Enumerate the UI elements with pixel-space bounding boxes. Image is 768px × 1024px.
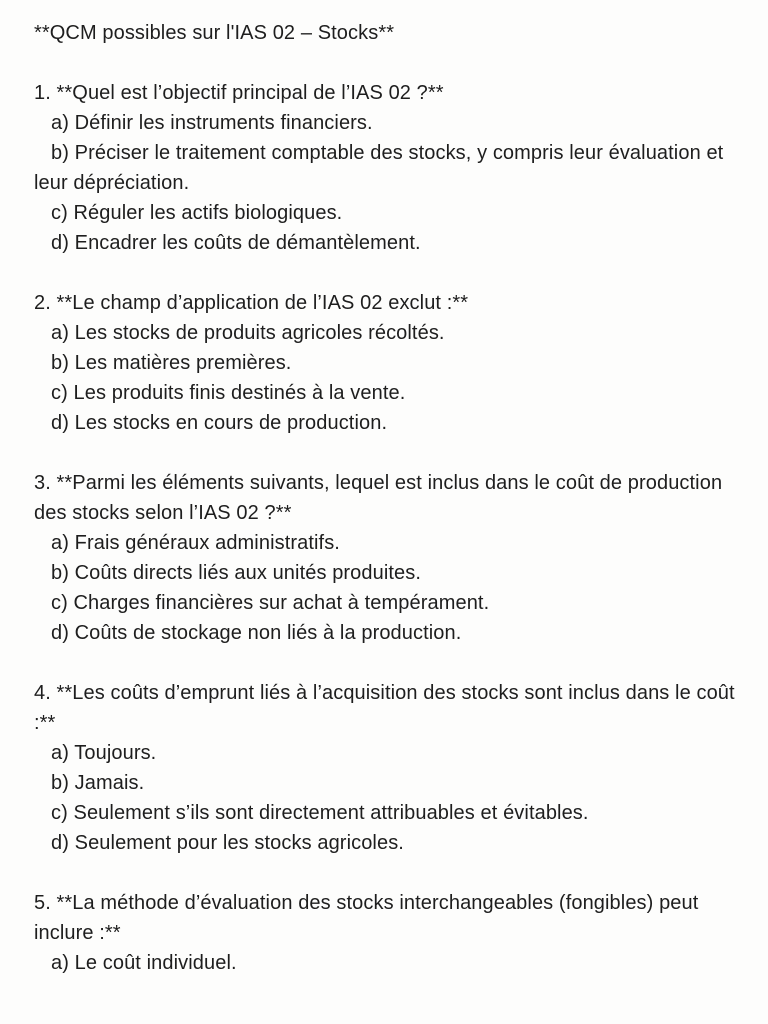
option-a: a) Les stocks de produits agricoles récoltés.	[51, 322, 445, 344]
option-b: b) Préciser le traitement comptable des stocks, y compris leur évaluation et leur dépréciation.	[34, 142, 724, 194]
option-a: a) Frais généraux administratifs.	[51, 532, 340, 554]
option-b: b) Les matières premières.	[51, 352, 292, 374]
answer-options	[34, 948, 748, 978]
answer-options	[34, 528, 748, 648]
option-c: c) Réguler les actifs biologiques.	[51, 202, 343, 224]
question-text: 5. **La méthode d’évaluation des stocks interchangeables (fongibles) peut inclure :**	[34, 892, 699, 944]
option-c: c) Seulement s’ils sont directement attribuables et évitables.	[51, 802, 589, 824]
question-text: 2. **Le champ d’application de l’IAS 02 exclut :**	[34, 292, 469, 314]
question-text: 4. **Les coûts d’emprunt liés à l’acquisition des stocks sont inclus dans le coût :**	[34, 682, 735, 734]
question-5	[34, 888, 748, 978]
option-b: b) Jamais.	[51, 772, 145, 794]
question-3	[34, 468, 748, 648]
question-4	[34, 678, 748, 858]
question-text: 3. **Parmi les éléments suivants, lequel est inclus dans le coût de production des stocks selon l’IAS 02 ?**	[34, 472, 723, 524]
option-c: c) Charges financières sur achat à tempérament.	[51, 592, 490, 614]
question-1	[34, 78, 748, 258]
option-a: a) Définir les instruments financiers.	[51, 112, 373, 134]
option-d: d) Seulement pour les stocks agricoles.	[51, 832, 404, 854]
option-b: b) Coûts directs liés aux unités produites.	[51, 562, 422, 584]
question-2	[34, 288, 748, 438]
question-text: 1. **Quel est l’objectif principal de l’IAS 02 ?**	[34, 82, 444, 104]
option-a: a) Le coût individuel.	[51, 952, 237, 974]
option-c: c) Les produits finis destinés à la vente.	[51, 382, 406, 404]
answer-options	[34, 108, 748, 258]
answer-options	[34, 738, 748, 858]
answer-options	[34, 318, 748, 438]
option-a: a) Toujours.	[51, 742, 157, 764]
option-d: d) Les stocks en cours de production.	[51, 412, 388, 434]
option-d: d) Coûts de stockage non liés à la production.	[51, 622, 462, 644]
option-d: d) Encadrer les coûts de démantèlement.	[51, 232, 421, 254]
document-title: **QCM possibles sur l'IAS 02 – Stocks**	[34, 22, 395, 44]
